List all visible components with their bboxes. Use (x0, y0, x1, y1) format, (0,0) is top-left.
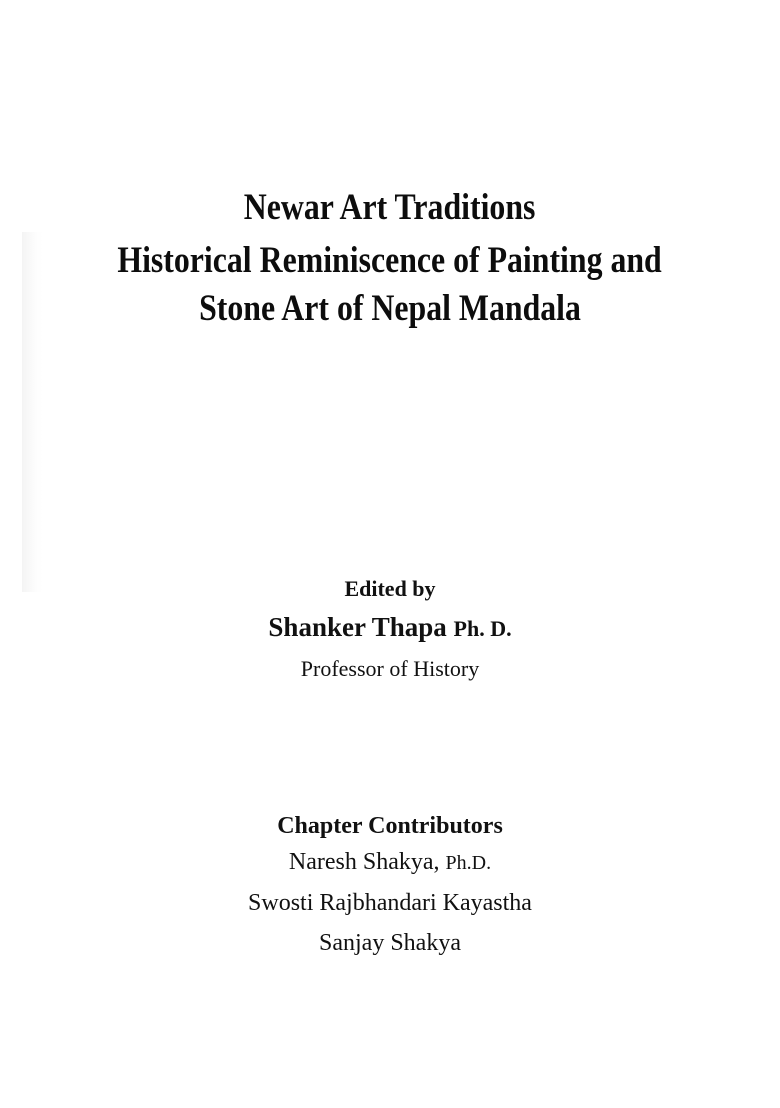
title-line-2 (0, 239, 780, 282)
contributor-name: Swosti Rajbhandari Kayastha (248, 890, 532, 916)
edited-by-label: Edited by (344, 576, 436, 601)
contributor-name: Sanjay Shakya (319, 930, 461, 956)
editor-position: Professor of History (300, 656, 480, 681)
editor-name-line (0, 612, 780, 643)
title-line-3 (0, 287, 780, 330)
subtitle-text-continued: Stone Art of Nepal Mandala (199, 288, 581, 329)
contributor-item (0, 930, 780, 957)
title-text: Newar Art Traditions (244, 187, 536, 228)
scan-edge-shadow (22, 232, 44, 592)
title-line-1 (0, 186, 780, 229)
editor-name: Shanker Thapa (268, 612, 447, 642)
contributor-name: Naresh Shakya, (288, 849, 440, 875)
contributor-item (0, 849, 780, 876)
contributor-degree: Ph.D. (445, 852, 492, 874)
subtitle-text: Historical Reminiscence of Painting and (117, 240, 663, 281)
contributor-item (0, 890, 780, 917)
contributors-heading: Chapter Contributors (277, 813, 503, 839)
editor-degree: Ph. D. (453, 616, 512, 641)
